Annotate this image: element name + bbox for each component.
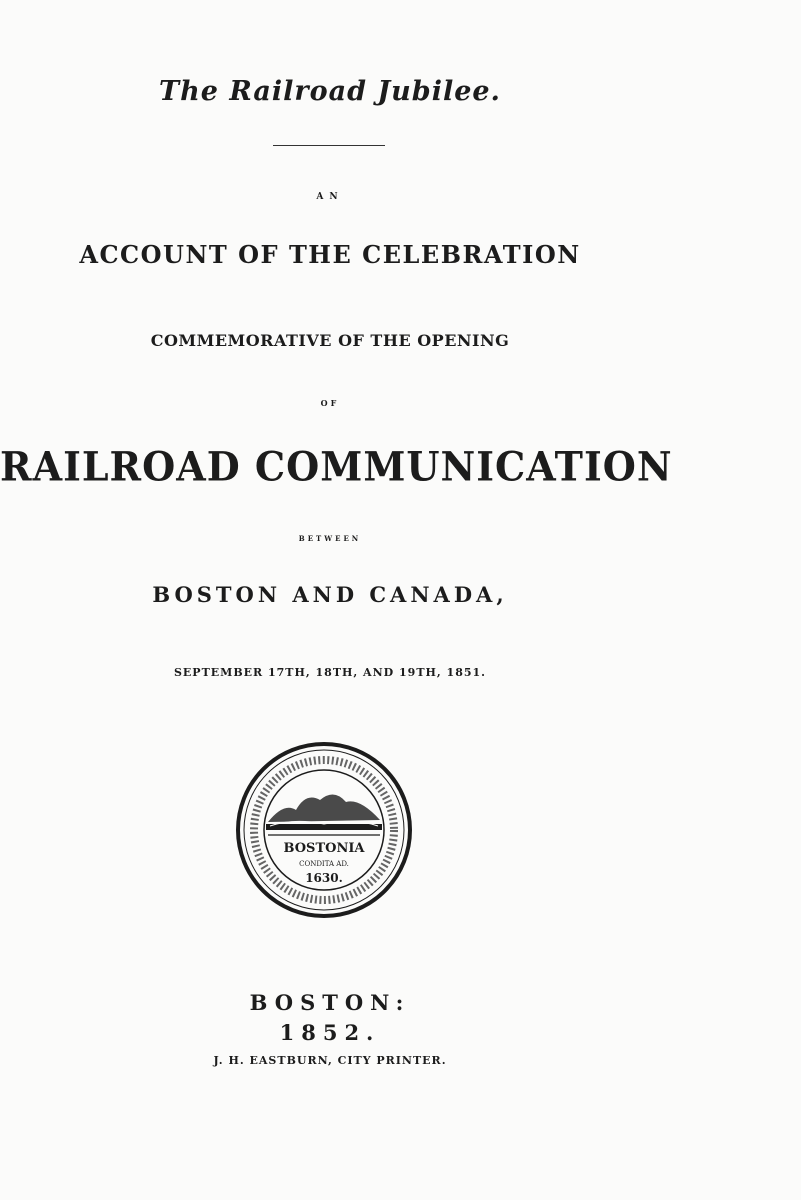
- imprint-year: 1852.: [279, 1020, 381, 1045]
- line-an: AN: [316, 192, 344, 202]
- seal-year: 1630.: [305, 871, 343, 885]
- title-rule: [273, 145, 385, 146]
- seal-motto: CONDITA AD.: [299, 860, 349, 868]
- line-between: BETWEEN: [298, 534, 362, 543]
- line-commemorative: COMMEMORATIVE OF THE OPENING: [150, 331, 510, 350]
- city-seal-icon: [234, 740, 414, 920]
- line-boston-and-canada: BOSTON AND CANADA,: [152, 582, 508, 607]
- line-account: ACCOUNT OF THE CELEBRATION: [79, 240, 581, 269]
- imprint-printer: J. H. EASTBURN, CITY PRINTER.: [213, 1054, 447, 1067]
- line-railroad-communication: RAILROAD COMMUNICATION: [0, 442, 673, 491]
- line-dates: SEPTEMBER 17TH, 18TH, AND 19TH, 1851.: [173, 666, 487, 679]
- imprint-city: BOSTON:: [249, 990, 411, 1015]
- running-title: The Railroad Jubilee.: [159, 76, 501, 107]
- seal-name: BOSTONIA: [283, 841, 365, 856]
- line-of: OF: [320, 398, 340, 408]
